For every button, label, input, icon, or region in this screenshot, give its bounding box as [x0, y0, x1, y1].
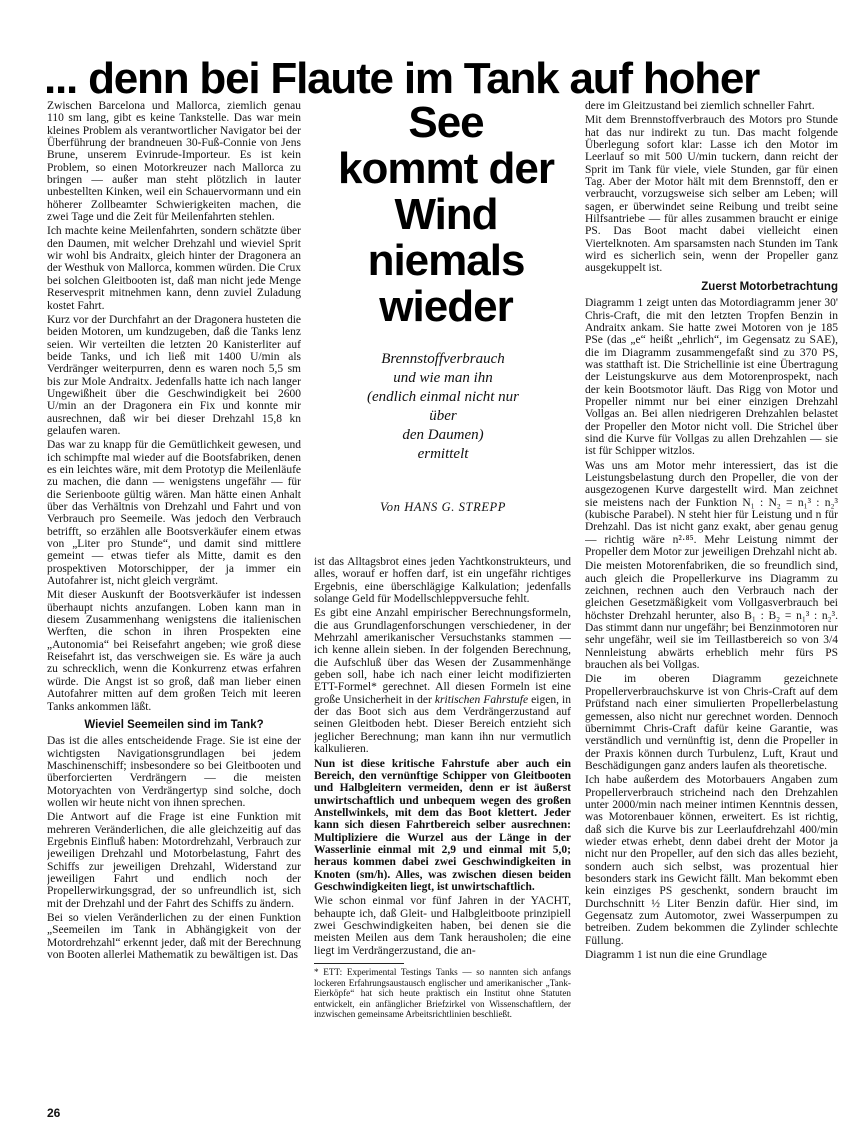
lede-line: Brennstoffverbrauch: [381, 351, 505, 367]
headline-word: niemals: [367, 236, 525, 285]
page-number: 26: [47, 1106, 61, 1120]
paragraph: Wie schon einmal vor fünf Jahren in der YACHT, behaupte ich, daß Gleit- und Halbgleitboote prinzipiell zwei Geschwindigkeiten haben, bei denen sie die meisten Meilen aus dem Tank herausholen; die eine liegt im Verdrängerzustand, die an-: [314, 895, 571, 957]
lede-line: über: [429, 408, 457, 424]
lede: [330, 350, 556, 464]
paragraph: Das war zu knapp für die Gemütlichkeit gewesen, und ich schimpfte mal wieder auf die Bootsfabriken, denen es ein leichtes wäre, mit dem Prototyp die Meilenläufe zu machen, die dann — wenigstens ungefähr — für die Serienboote gültig wären. Man hätte einen Anhalt über das Verhältnis von Drehzahl und Fahrt und von Verbrauch pro Seemeile. Was jedoch den Verbrauch betrifft, so erzählen alle Bootsverkäufer einem etwas von „Liter pro Stunde“, und damit sind mittlere gemeint — etwas tiefer als Mitte, damit es den prospektiven Motorschipper, der ja immer ein Autofahrer ist, nicht gleich vergrämt.: [47, 439, 301, 588]
paragraph: ist das Alltagsbrot eines jeden Yachtkonstrukteurs, und alles, worauf er hoffen darf, ist ein ungefähr richtiges Ergebnis, eine überschlägige Kalkulation; jedenfalls solange Geld für Modellschleppversuche fehlt.: [314, 556, 571, 606]
lede-line: (endlich einmal nicht nur: [366, 389, 520, 405]
bold-paragraph: Nun ist diese kritische Fahrstufe aber auch ein Bereich, den vernünftige Schipper von Gleitbooten und Halbgleitern vermeiden, denn er ist äußerst unwirtschaftlich und unbequem wegen des großen Anstellwinkels, mit dem das Boot klettert. Jeder kann sich diesen Fahrtbereich selber ausrechnen: Multipliziere die Wurzel aus der Länge in der Wasserlinie einmal mit 2,9 und einmal mit 5,0; heraus kommen dabei zwei Geschwindigkeiten in Knoten (sm/h). Alles, was zwischen diesen beiden Geschwindigkeiten liegt, ist unwirtschaftlich.: [314, 757, 571, 893]
byline: Von HANS G. STREPP: [379, 500, 507, 514]
paragraph: [314, 607, 571, 755]
paragraph: Ich habe außerdem des Motorbauers Angaben zum Propellerverbrauch stricheind nach den Drehzahlen unter 2000/min nach meiner intimen Kenntnis dessen, was Motorenbauer können, erweitert. Es ist richtig, daß sich die Kurve bis zur Leerlaufdrehzahl 400/min wieder etwas erhebt, denn dabei dreht der Motor ja nicht nur den Propeller, auf den sich das alles bezieht, sondern auch sich selbst, was prozentual hier besonders stark ins Gewicht fällt. Man bekommt eben kein einziges PS geschenkt, sondern braucht im Durchschnitt ½ Liter Benzin dafür. Hier sind, im Gegensatz zum Automotor, zwei Wasserpumpen zu betreiben. Zudem bekommen die Zylinder schlechte Füllung.: [585, 774, 838, 947]
paragraph: Kurz vor der Durchfahrt an der Dragonera husteten die beiden Motoren, um kundzugeben, daß die Tanks lenz seien. Wir verteilten die letzten 20 Kanisterliter auf beide Tanks, und ich ließ mit 1400 U/min als Verdränger weiterpurren, denn es waren noch 5,5 sm bis zur Mole Andraitx. Jedenfalls hatte ich nach langer Ungewißheit über die Geschwindigkeit bei 2600 U/min an der Dragonera ein Fix und konnte mir ausrechnen, daß wir bei dieser Drehzahl 15,8 kn gelaufen waren.: [47, 313, 301, 437]
text-run: eigen, in der das Boot sich aus dem Verdrängerzustand auf seinen Gleitboden hebt. Dieser Bereich entzieht sich jeglicher Berechnung; man kann ihn nur vermutlich kalkulieren.: [314, 693, 571, 756]
column-3: [585, 100, 838, 1096]
paragraph: Die meisten Motorenfabriken, die so freundlich sind, auch gleich die Propellerkurve ins Diagramm zu zeichnen, rechnen auch den Verbrauch nach der gleichen Gesetzmäßigkeit vom Vollgasverbrauch bei höchster Drehzahl herunter, also B₁ : B₂ = n₁³ : n₂³. Das stimmt dann nur ungefähr; bei Benzinmotoren nur sehr ungefähr, weil sie im Teillastbereich so von 3/4 Nennleistung abwärts erheblich mehr fürs PS brauchen als bei Vollgas.: [585, 560, 838, 672]
paragraph: Zwischen Barcelona und Mallorca, ziemlich genau 110 sm lang, gibt es keine Tankstelle. Das war mein kleines Problem als verantwortlicher Navigator bei der Überführung der brandneuen 30-Fuß-Connie von Jens Brune, unserem Evinrude-Importeur. Es ist kein Problem, so einen Motorkreuzer nach Mallorca zu bringen — außer man steht plötzlich in lauter unbestellten Kinken, weil ein Schauervormann und ein höherer Zollbeamter Schwierigkeiten machen, die zwei Tage und die Zeit für Meilenfahrten stehlen.: [47, 100, 301, 224]
footnote: * ETT: Experimental Testings Tanks — so nannten sich anfangs lockeren Erfahrungsaustausch englischer und amerikanischer „Tank-Eierköpfe“ hat sich heute praktisch ein Institut ohne Statuten entwickelt, ein anfänglicher Briefzirkel von Wissenschaftlern, der inzwischen gemeinsame Arbeitsrichtlinien beschließt.: [314, 967, 571, 1020]
lede-line: ermittelt: [417, 446, 469, 462]
emphasis: kritischen Fahrstufe: [434, 693, 529, 706]
paragraph: Was uns am Motor mehr interessiert, das ist die Leistungsbelastung durch den Propeller, die von der ausgezogenen Kurve dargestellt wird. Man zeichnet sie meistens nach der Funktion N₁ : N₂ = n₁³ : n₂³ (kubische Parabel). N steht hier für Leistung und n für Drehzahl. Das ist nicht ganz exakt, aber genau genug — richtig wäre n²·⁸⁵. Mehr Leistung nimmt der Propeller dem Motor zur jeweiligen Drehzahl nicht ab.: [585, 459, 838, 559]
paragraph: Mit dieser Auskunft der Bootsverkäufer ist indessen überhaupt nichts anzufangen. Loben kann man in diesem Zusammenhang wenigstens die italienischen Werften, die schon in ihren Prospekten eine „Autonomia“ bei Reisefahrt angeben; wie groß diese Reisefahrt ist, das verschweigen sie. Es wäre ja auch zu schrecklich, wenn die Konkurrenz etwas erfahren würde. Die Angst ist so groß, daß man lieber einen Autofahrer mitten auf dem großen Teich mit leeren Tanks ankommen läßt.: [47, 589, 301, 713]
paragraph: dere im Gleitzustand bei ziemlich schneller Fahrt.: [585, 100, 815, 112]
paragraph: Die im oberen Diagramm gezeichnete Propellerverbrauchskurve ist von Chris-Craft auf dem Prüfstand nach einer simulierten Propellerbelastung gemessen, also nicht nur gerechnet worden. Dennoch übernimmt Chris-Craft dafür keine Garantie, was verständlich und vernünftig ist, denn die Propeller in der Praxis können durch Turbulenz, Luft, Kraut und Beschädigungen ganz anders laufen als theoretische.: [585, 673, 838, 772]
text-run: Es gibt eine Anzahl empirischer Berechnungsformeln, die aus Grundlagenforschungen verschiedener, in der Mehrzahl amerikanischer Versuchstanks stammen — ich kenne allein sieben. In der folgenden Berechnung, die Aufschluß über das Wesen der Zusammenhänge geben soll, habe ich nach einer leicht modifizierten ETT-Formel* gerechnet. All diesen Formeln ist eine große Unsicherheit in der: [314, 607, 571, 706]
headline-line-1: ... denn bei Flaute im Tank auf hoher: [44, 54, 760, 103]
headline-word: Wind: [394, 190, 498, 239]
headline-word: kommt der: [338, 144, 554, 193]
paragraph: Die Antwort auf die Frage ist eine Funktion mit mehreren Veränderlichen, die alle gleichzeitig auf das Ergebnis Einfluß haben: Motordrehzahl, Verbrauch zur jeweiligen Drehzahl und Motorbelastung, Fahrt des Schiffs zur jeweiligen Drehzahl, Widerstand zur jeweiligen Fahrt und endlich noch der Propellerwirkungsgrad, der so unfreundlich ist, sich mit der Drehzahl und der Fahrt des Schiffs zu ändern.: [47, 811, 301, 910]
paragraph: Bei so vielen Veränderlichen zu der einen Funktion „Seemeilen im Tank in Abhängigkeit von der Motordrehzahl“ erkennt jeder, daß mit der Berechnung von Booten allerlei Mathematik zu bewältigen ist. Das: [47, 912, 301, 962]
column-2: [314, 556, 571, 1096]
headline-word: See: [408, 98, 484, 147]
paragraph: Mit dem Brennstoffverbrauch des Motors pro Stunde hat das nur indirekt zu tun. Das macht folgende Überlegung sofort klar: Lasse ich den Motor im Leerlauf so mit 500 U/min tuckern, dann reicht der Sprit im Tank für viele, viele Stunden, gar für einen Tag. Aber der Motor hält mit dem Brennstoff, den er verbraucht, vorzugsweise sich selber am Leben; will sagen, er überwindet seine Reibung und treibt seine Hilfsantriebe — für alles zusammen braucht er einige PS. Das Boot macht dabei vielleicht einen Viertelknoten. Am sparsamsten nach Stunden im Tank wird es sicherlich sein, wenn der Propeller ganz ausgekuppelt ist.: [585, 114, 838, 275]
section-subhead: Wieviel Seemeilen sind im Tank?: [84, 718, 264, 731]
paragraph: Diagramm 1 zeigt unten das Motordiagramm jener 30' Chris-Craft, die mit den letzten Tropfen Benzin in Andraitx ankam. Sie hatte zwei Motoren von je 185 PSe (das „e“ heißt „ehrlich“, im Gegensatz zu SAE), die im Diagramm zusammengefaßt sind zu 370 PS, was statthaft ist. Die Strichellinie ist eine Übertragung der Leistungskurve aus dem Motorenprospekt, nach der kein Bootsmotor läuft. Das Rigg von Motor und Propeller nimmt nur bei einer einzigen Drehzahl Vollgas an. Bei allen niedrigeren Drehzahlen belastet der Propeller den Motor nicht voll. Die Strichel über sind die Kurve für Vollgas zu allen Drehzahlen — sie ist für Schipper witzlos.: [585, 297, 838, 458]
headline-continuation: [312, 100, 580, 330]
column-1: [47, 100, 301, 1090]
footnote-divider: [314, 963, 404, 964]
paragraph: Ich machte keine Meilenfahrten, sondern schätzte über den Daumen, mit welcher Drehzahl und wieviel Sprit wir wohl bis Andraitx, gleich hinter der Dragonera an der Westhuk von Mallorca, kommen würden. Die Crux bei solchen Gleitbooten ist, daß man nicht jede Menge Reservesprit mitnehmen kann, denn zuviel Zuladung kostet Fahrt.: [47, 225, 301, 312]
lede-line: und wie man ihn: [393, 370, 493, 386]
paragraph: Das ist die alles entscheidende Frage. Sie ist eine der wichtigsten Navigationsgrundlagen bei jedem Maschinenschiff; insbesondere so bei Gleitbooten und überforcierten Verdrängern — die meisten Motoryachten von Verdrängertyp sind solche, doch wollen wir heute nicht von ihnen sprechen.: [47, 735, 301, 809]
section-subhead: Zuerst Motorbetrachtung: [701, 280, 838, 293]
lede-line: den Daumen): [402, 427, 484, 443]
paragraph: Diagramm 1 ist nun die eine Grundlage: [585, 949, 768, 962]
headline-word: wieder: [379, 282, 513, 331]
